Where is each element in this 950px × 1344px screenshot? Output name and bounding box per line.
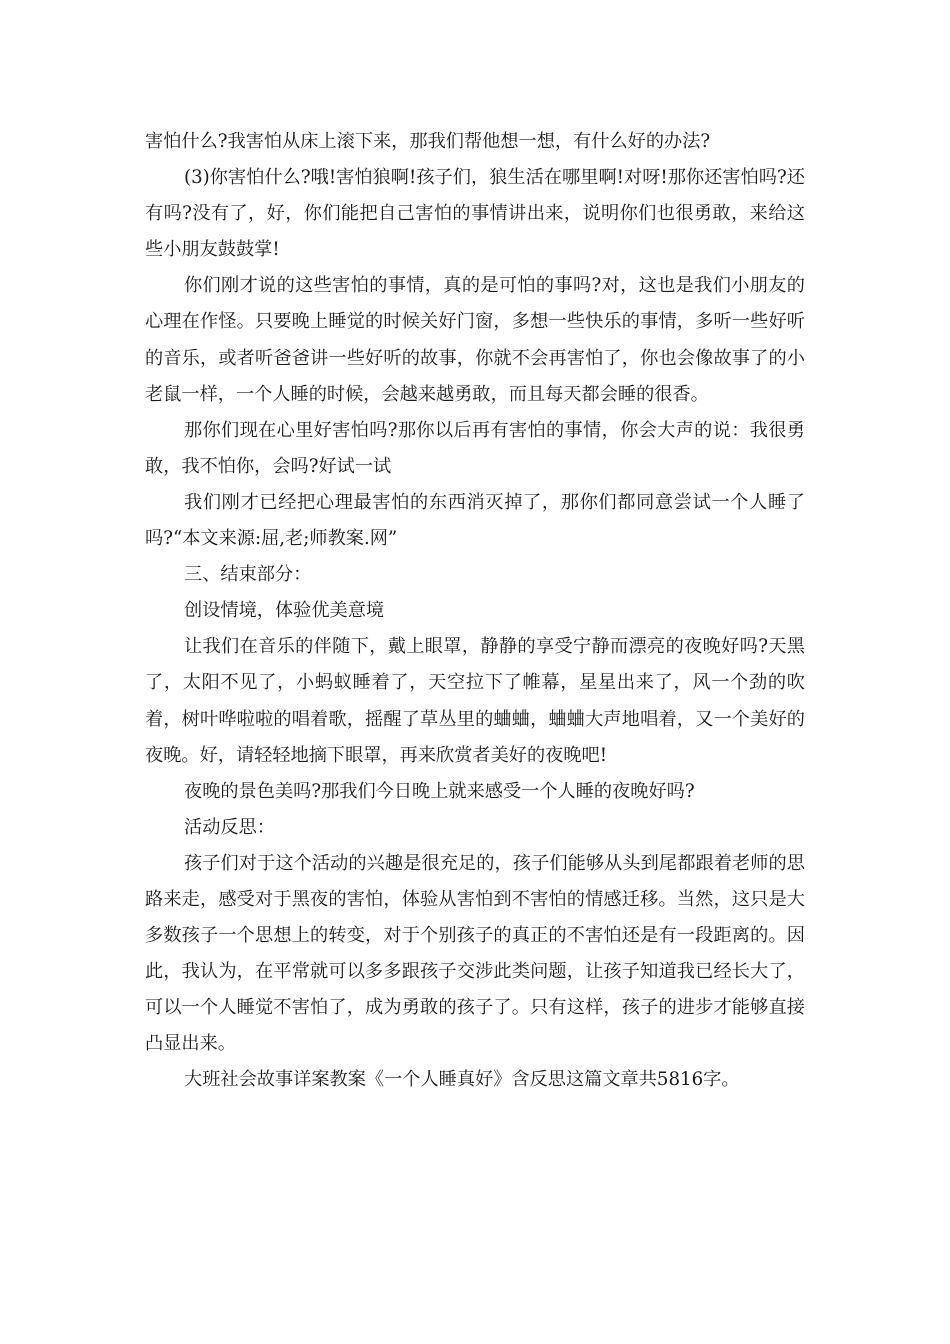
section-heading: 三、结束部分：: [184, 564, 312, 586]
subheading: 创设情境，体验优美意境: [184, 600, 385, 622]
paragraph: 我们刚才已经把心理最害怕的东西消灭掉了，那你们都同意尝试一个人睡了吗?“本文来源:屈,老;师教案.网”: [145, 491, 805, 550]
summary-line: 大班社会故事详案教案《一个人睡真好》含反思这篇文章共5816字。: [184, 1069, 740, 1091]
paragraph: 那你们现在心里好害怕吗?那你以后再有害怕的事情，你会大声的说：我很勇敢，我不怕你，会吗?好试一试: [145, 419, 805, 477]
paragraph: (3)你害怕什么?哦!害怕狼啊!孩子们，狼生活在哪里啊!对呀!那你还害怕吗?还有吗?没有了，好，你们能把自己害怕的事情讲出来，说明你们也很勇敢，来给这些小朋友鼓鼓掌!: [145, 167, 805, 261]
paragraph: 你们刚才说的这些害怕的事情，真的是可怕的事吗?对，这也是我们小朋友的心理在作怪。只要晚上睡觉的时候关好门窗，多想一些快乐的事情，多听一些好听的音乐，或者听爸爸讲一些好听的故事，你就不会再害怕了，你也会像故事了的小老鼠一样，一个人睡的时候，会越来越勇敢，而且每天都会睡的很香。: [145, 275, 805, 405]
paragraph: 孩子们对于这个活动的兴趣是很充足的，孩子们能够从头到尾都跟着老师的思路来走，感受对于黑夜的害怕，体验从害怕到不害怕的情感迁移。当然，这只是大多数孩子一个思想上的转变，对于个别孩子的真正的不害怕还是有一段距离的。因此，我认为，在平常就可以多多跟孩子交涉此类问题，让孩子知道我已经长大了，可以一个人睡觉不害怕了，成为勇敢的孩子了。只有这样，孩子的进步才能够直接凸显出来。: [145, 852, 805, 1055]
paragraph: 夜晚的景色美吗?那我们今日晚上就来感受一个人睡的夜晚好吗?: [184, 780, 695, 802]
paragraph: 害怕什么?我害怕从床上滚下来，那我们帮他想一想，有什么好的办法?: [145, 131, 711, 152]
document-body: [145, 124, 805, 1099]
paragraph: 让我们在音乐的伴随下，戴上眼罩，静静的享受宁静而漂亮的夜晚好吗?天黑了，太阳不见了，小蚂蚁睡着了，天空拉下了帷幕，星星出来了，风一个劲的吹着，树叶哗啦啦的唱着歌，摇醒了草丛里的蛐蛐，蛐蛐大声地唱着，又一个美好的夜晚。好，请轻轻地摘下眼罩，再来欣赏者美好的夜晚吧!: [145, 636, 805, 766]
section-heading: 活动反思：: [184, 816, 275, 838]
